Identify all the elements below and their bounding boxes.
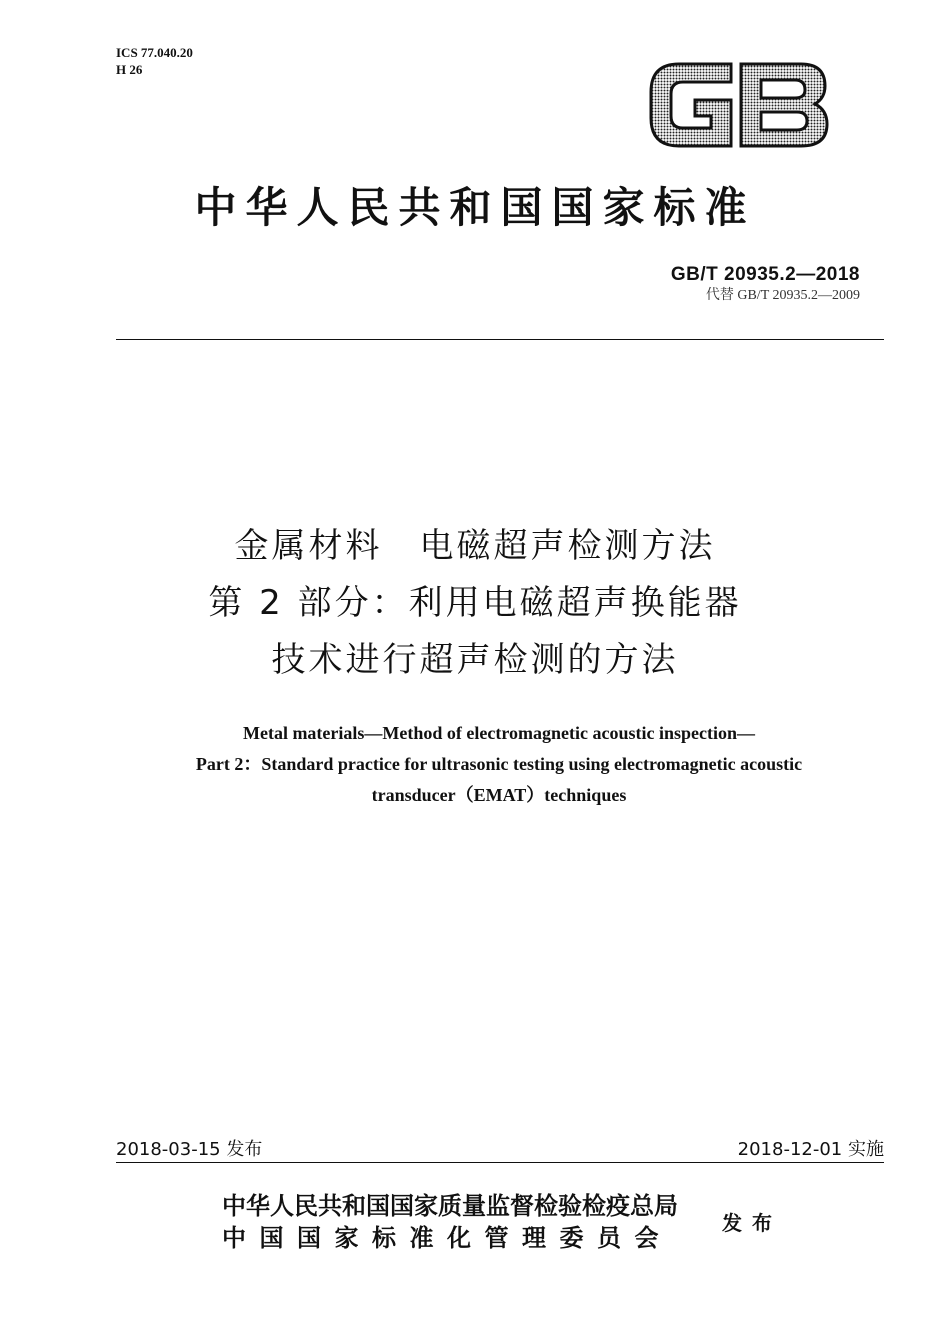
publish-label: 发布 bbox=[722, 1211, 782, 1235]
implementation-date: 2018-12-01 实施 bbox=[737, 1139, 884, 1160]
english-title-line-2: Part 2：Standard practice for ultrasonic testing using electromagnetic acoustic bbox=[195, 754, 803, 774]
gb-logo bbox=[645, 56, 833, 152]
chinese-title-line-2: 第 2 部分：利用电磁超声换能器 bbox=[208, 583, 742, 623]
issue-date: 2018-03-15 发布 bbox=[116, 1139, 263, 1160]
replaced-standard: 代替 GB/T 20935.2—2009 bbox=[705, 288, 860, 303]
ics-code: ICS 77.040.20 bbox=[116, 45, 193, 60]
english-title bbox=[0, 718, 950, 811]
issuing-authorities bbox=[222, 1190, 678, 1254]
top-divider bbox=[116, 339, 884, 340]
chinese-title bbox=[0, 518, 950, 689]
bottom-divider bbox=[116, 1162, 884, 1163]
standard-number-block bbox=[671, 263, 860, 305]
national-standard-title: 中华人民共和国国家标准 bbox=[194, 183, 756, 232]
ccs-code: H 26 bbox=[116, 62, 143, 77]
english-title-line-3: transducer（EMAT）techniques bbox=[371, 785, 627, 805]
issuer-aqsiq: 中华人民共和国国家质量监督检验检疫总局 bbox=[222, 1192, 678, 1220]
chinese-title-line-3: 技术进行超声检测的方法 bbox=[271, 640, 679, 680]
chinese-title-line-1: 金属材料 电磁超声检测方法 bbox=[234, 526, 716, 566]
classification-codes bbox=[116, 44, 193, 78]
english-title-line-1: Metal materials—Method of electromagnetic acoustic inspection— bbox=[242, 723, 756, 743]
standard-number: GB/T 20935.2—2018 bbox=[670, 264, 860, 285]
issuer-sac: 中国国家标准化管理委员会 bbox=[222, 1224, 672, 1252]
